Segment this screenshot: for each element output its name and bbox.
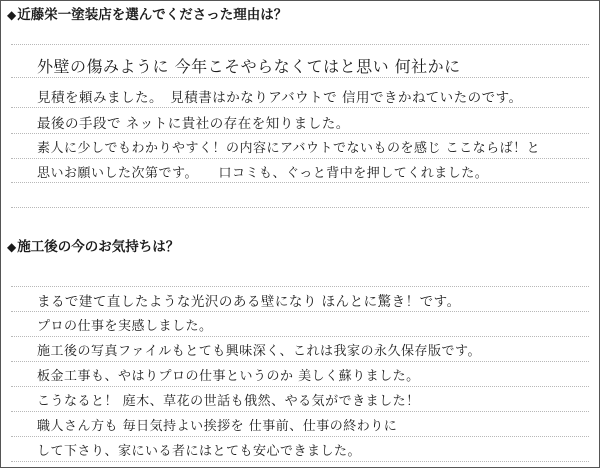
handwritten-line: 素人に少しでもわかりやすく！の内容にアバウトでないものを感じ ここならば！と	[37, 141, 541, 156]
handwritten-line: 板金工事も、やはりプロの仕事というのか 美しく蘇りました。	[37, 369, 420, 384]
handwritten-line: 見積を頼みました。 見積書はかなりアバウトで 信用できかねていたのです。	[37, 90, 523, 106]
feeling-heading-text: 施工後の今のお気持ちは？	[17, 239, 180, 255]
handwritten-line: まるで建て直したような光沢のある壁になり ほんとに驚き！です。	[37, 294, 461, 310]
ruled-line	[11, 107, 589, 108]
ruled-line	[11, 182, 589, 183]
handwritten-line: プロの仕事を実感しました。	[37, 319, 213, 334]
diamond-bullet-icon: ◆	[7, 8, 17, 22]
handwritten-line: 最後の手段で ネットに貴社の存在を知りました。	[37, 116, 350, 132]
feeling-heading	[7, 237, 179, 257]
handwritten-line: こうなると！ 庭木、草花の世話も俄然、やる気ができました！	[37, 394, 420, 409]
ruled-line	[11, 286, 589, 287]
handwritten-line: 施工後の写真ファイルもとても興味深く、これは我家の永久保存版です。	[37, 344, 481, 359]
ruled-line	[11, 207, 589, 208]
ruled-line	[11, 133, 589, 134]
handwritten-line: 外壁の傷みように 今年こそやらなくてはと思い 何社かに	[37, 57, 461, 76]
ruled-line	[11, 386, 589, 387]
handwritten-line: 思いお願いした次第です。 口コミも、ぐっと背中を押してくれました。	[37, 166, 489, 181]
handwritten-line: 職人さん方も 毎日気持よい挨拶を 仕事前、仕事の終わりに	[37, 419, 398, 434]
reason-heading-text: 近藤栄一塗装店を選んでくださった理由は？	[17, 7, 288, 23]
ruled-line	[11, 158, 589, 159]
reason-heading	[7, 5, 287, 25]
ruled-line	[11, 77, 589, 78]
ruled-line	[11, 311, 589, 312]
diamond-bullet-icon: ◆	[7, 240, 17, 254]
ruled-line	[11, 411, 589, 412]
feeling-section	[1, 233, 599, 467]
ruled-line	[11, 461, 589, 462]
ruled-line	[11, 361, 589, 362]
handwritten-line: して下さり、家にいる者にはとても安心できました。	[37, 444, 362, 459]
ruled-line	[11, 44, 589, 45]
ruled-line	[11, 336, 589, 337]
reason-section	[1, 1, 599, 233]
ruled-line	[11, 436, 589, 437]
